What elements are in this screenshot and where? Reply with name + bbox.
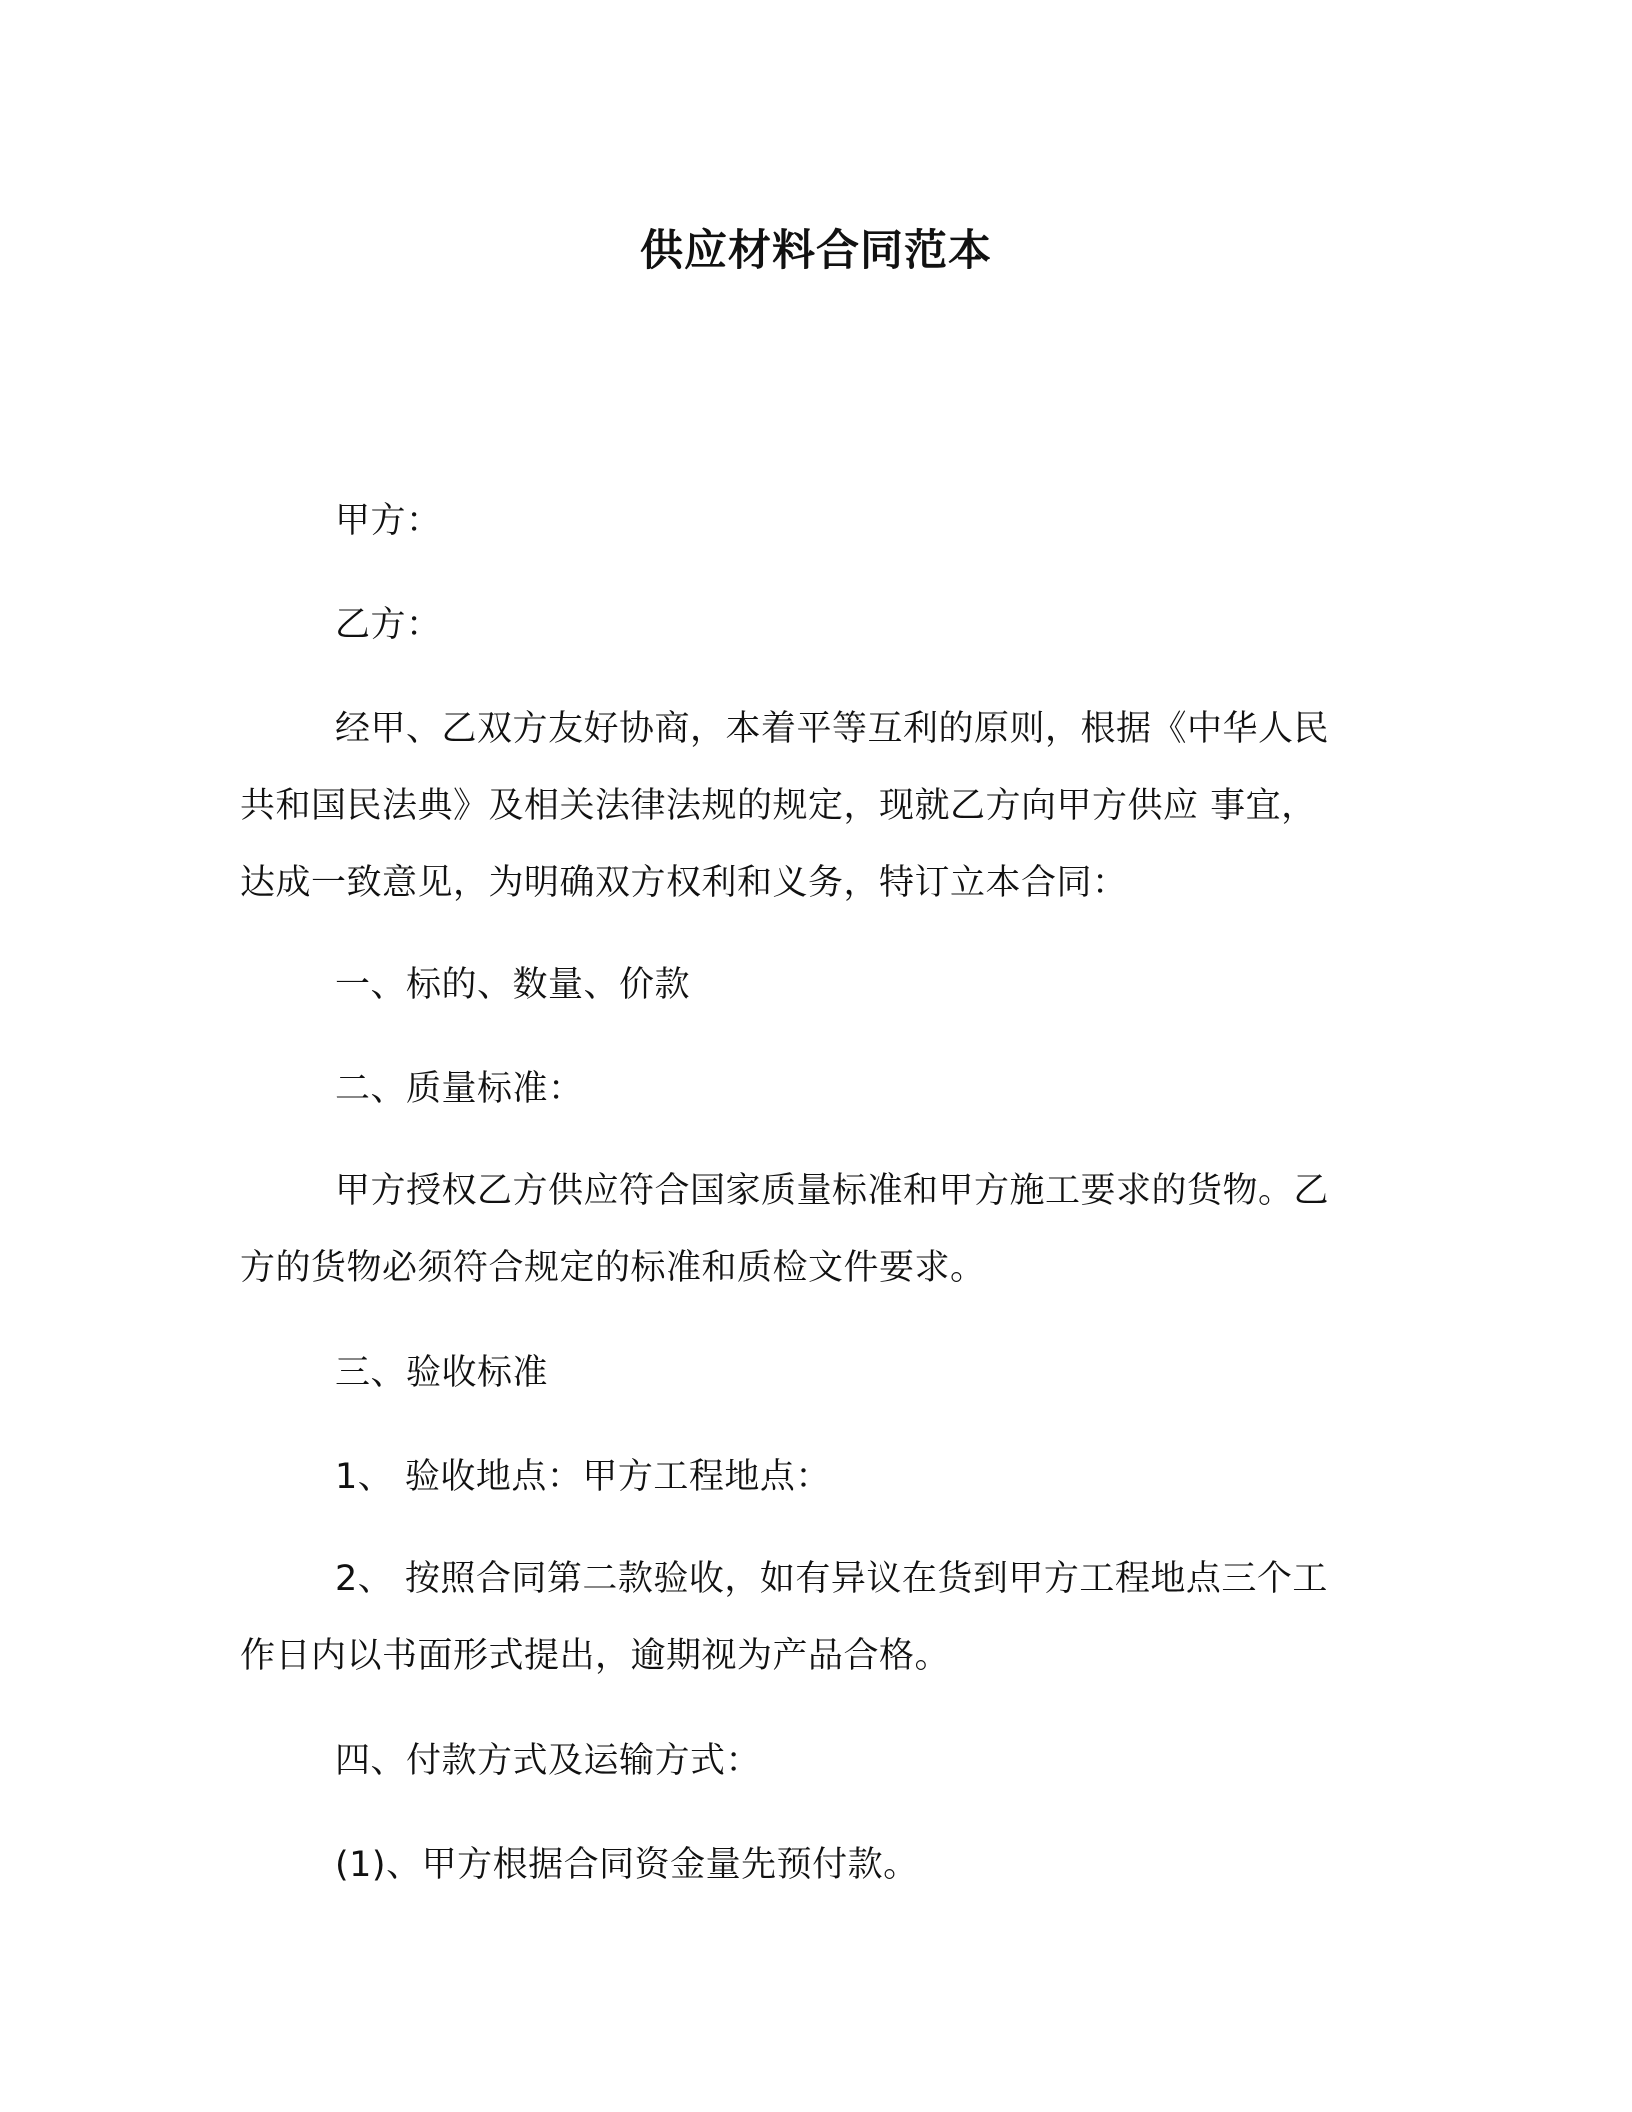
intro-paragraph-line-3: 达成一致意见，为明确双方权利和义务，特订立本合同：	[240, 863, 1128, 903]
section-2-body-line-2: 方的货物必须符合规定的标准和质检文件要求。	[240, 1248, 986, 1288]
section-4-heading: 四、付款方式及运输方式：	[335, 1741, 762, 1781]
party-a-label: 甲方：	[335, 501, 442, 541]
document-title: 供应材料合同范本	[640, 226, 992, 276]
section-4-item-1: (1)、甲方根据合同资金量先预付款。	[335, 1845, 919, 1885]
party-b-label: 乙方：	[335, 605, 442, 645]
section-1-heading: 一、标的、数量、价款	[335, 965, 691, 1005]
section-2-heading: 二、质量标准：	[335, 1069, 584, 1109]
section-3-item-1: 1、 验收地点：甲方工程地点：	[335, 1457, 831, 1497]
intro-paragraph-line-2: 共和国民法典》及相关法律法规的规定，现就乙方向甲方供应 事宜，	[240, 786, 1317, 826]
section-3-item-2-line-2: 作日内以书面形式提出，逾期视为产品合格。	[240, 1636, 951, 1676]
section-3-item-2-line-1: 2、 按照合同第二款验收，如有异议在货到甲方工程地点三个工	[335, 1559, 1328, 1599]
section-2-body-line-1: 甲方授权乙方供应符合国家质量标准和甲方施工要求的货物。乙	[335, 1171, 1330, 1211]
section-3-heading: 三、验收标准	[335, 1353, 549, 1393]
intro-paragraph-line-1: 经甲、乙双方友好协商，本着平等互利的原则，根据《中华人民	[335, 709, 1330, 749]
